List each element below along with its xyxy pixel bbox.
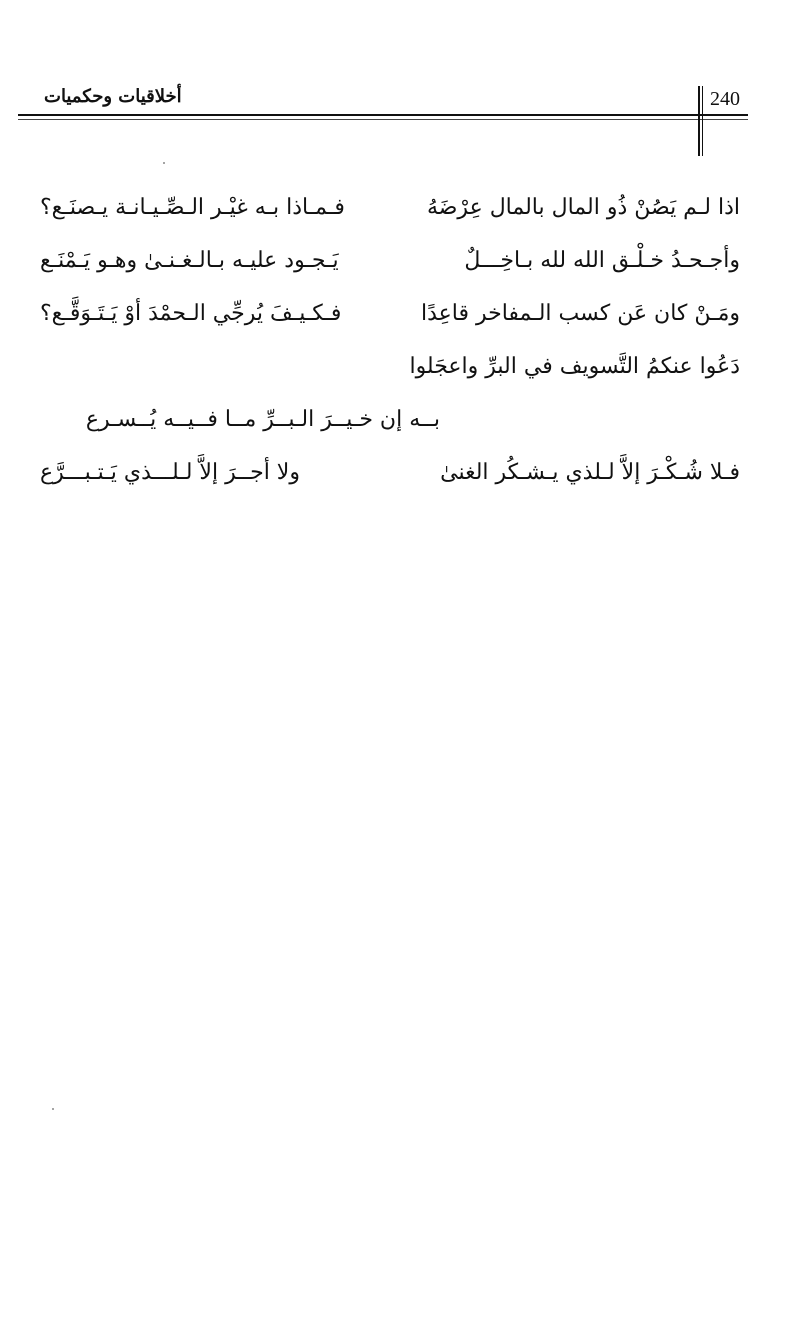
verse-first-hemistich: اذا لـم يَصُنْ ذُو المال بالمال عِرْضَهُ: [426, 195, 740, 220]
header-rule-thick: [18, 114, 748, 116]
verse-line: [40, 347, 740, 400]
verse-first-hemistich: وأجـحـدُ خـلْـق الله لله بـاخِـــلٌ: [464, 248, 740, 273]
poem: [40, 188, 740, 506]
verse-first-hemistich: بــه إن خـيــرَ الـبــرِّ مــا فــيــه يُــسـرع: [85, 407, 440, 432]
header-rule-thin: [18, 119, 748, 120]
print-speck: [52, 1108, 54, 1110]
page-number: 240: [710, 88, 740, 110]
verse-second-hemistich: يَـجـود عليـه بـالـغـنـىٰ وهـو يَـمْنَـع: [40, 248, 339, 273]
verse-second-hemistich: فـكـيـفَ يُرجِّي الـحمْدَ أوْ يَـتَـوَقَّـع؟: [40, 301, 342, 326]
verse-first-hemistich: ومَـنْ كان عَن كسب الـمفاخر قاعِدًا: [420, 301, 740, 326]
verse-line: [40, 400, 740, 453]
verse-first-hemistich: دَعُوا عنكمُ التَّسويف في البرِّ واعجَلوا: [409, 354, 740, 379]
print-speck: [163, 162, 165, 164]
header-vertical-bar: [698, 86, 700, 156]
verse-second-hemistich: فـمـاذا بـه غيْـر الـصِّـيـانـة يـصنَـع؟: [40, 195, 345, 220]
page-header: [18, 78, 748, 118]
verse-line: [40, 241, 740, 294]
verse-line: [40, 453, 740, 506]
header-vertical-bar-thin: [702, 86, 703, 156]
verse-line: [40, 188, 740, 241]
verse-first-hemistich: فـلا شُـكْـرَ إلاَّ لـلذي يـشـكُر الغنىٰ: [440, 460, 740, 485]
verse-line: [40, 294, 740, 347]
running-title: أخلاقيات وحكميات: [44, 86, 182, 107]
verse-second-hemistich: ولا أجــرَ إلاَّ لـلـــذي يَـتـبـــرَّع: [40, 460, 300, 485]
